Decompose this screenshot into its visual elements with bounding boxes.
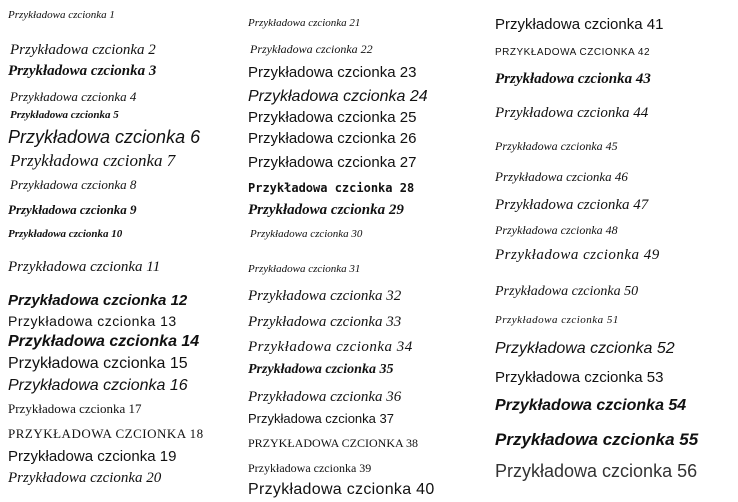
font-sample-44: Przykładowa czcionka 44 [495, 105, 649, 121]
font-sample-20: Przykładowa czcionka 20 [8, 470, 162, 486]
font-sample-36: Przykładowa czcionka 36 [248, 389, 402, 405]
font-sample-52: Przykładowa czcionka 52 [495, 340, 675, 357]
font-sample-46: Przykładowa czcionka 46 [495, 169, 628, 184]
font-sample-26: Przykładowa czcionka 26 [248, 130, 417, 147]
font-sample-40: Przykładowa czcionka 40 [248, 481, 435, 498]
font-sample-6: Przykładowa czcionka 6 [8, 127, 201, 147]
font-sample-33: Przykładowa czcionka 33 [248, 314, 402, 330]
font-sample-13: Przykładowa czcionka 13 [8, 313, 177, 329]
font-sample-51: Przykładowa czcionka 51 [495, 314, 619, 326]
font-sample-47: Przykładowa czcionka 47 [495, 197, 649, 213]
font-sample-25: Przykładowa czcionka 25 [248, 109, 417, 126]
font-sample-4: Przykładowa czcionka 4 [10, 89, 137, 104]
font-sample-34: Przykładowa czcionka 34 [248, 339, 413, 355]
font-sample-19: Przykładowa czcionka 19 [8, 448, 177, 465]
font-sample-55: Przykładowa czcionka 55 [495, 430, 699, 449]
font-sample-17: Przykładowa czcionka 17 [8, 401, 142, 416]
font-sample-49: Przykładowa czcionka 49 [495, 247, 660, 263]
font-sample-11: Przykładowa czcionka 11 [8, 259, 161, 275]
font-sample-28: Przykładowa czcionka 28 [248, 181, 415, 195]
font-sample-27: Przykładowa czcionka 27 [248, 154, 417, 171]
font-sample-3: Przykładowa czcionka 3 [8, 63, 157, 79]
font-sample-48: Przykładowa czcionka 48 [495, 223, 618, 237]
font-sample-42: PRZYKŁADOWA CZCIONKA 42 [495, 47, 651, 58]
font-sample-9: Przykładowa czcionka 9 [8, 202, 137, 217]
font-sample-2: Przykładowa czcionka 2 [10, 42, 156, 58]
font-sample-29: Przykładowa czcionka 29 [248, 202, 404, 218]
font-sample-50: Przykładowa czcionka 50 [495, 284, 639, 299]
font-sample-38: PRZYKŁADOWA CZCIONKA 38 [248, 436, 419, 450]
font-sample-56: Przykładowa czcionka 56 [495, 461, 698, 481]
font-sample-12: Przykładowa czcionka 12 [8, 292, 188, 309]
font-sample-39: Przykładowa czcionka 39 [248, 461, 372, 475]
font-sample-35: Przykładowa czcionka 35 [248, 362, 394, 377]
font-sample-8: Przykładowa czcionka 8 [10, 177, 137, 192]
font-sample-1: Przykładowa czcionka 1 [8, 9, 115, 21]
font-sample-5: Przykładowa czcionka 5 [10, 109, 119, 121]
font-sample-43: Przykładowa czcionka 43 [495, 71, 651, 87]
font-sample-15: Przykładowa czcionka 15 [8, 355, 188, 372]
font-sample-24: Przykładowa czcionka 24 [248, 88, 428, 105]
font-sample-10: Przykładowa czcionka 10 [8, 228, 123, 240]
font-sample-14: Przykładowa czcionka 14 [8, 333, 200, 350]
font-sample-32: Przykładowa czcionka 32 [248, 288, 402, 304]
font-sample-21: Przykładowa czcionka 21 [248, 17, 361, 29]
font-sample-53: Przykładowa czcionka 53 [495, 369, 664, 386]
font-sample-23: Przykładowa czcionka 23 [248, 64, 417, 81]
font-sample-22: Przykładowa czcionka 22 [250, 42, 373, 56]
font-sample-16: Przykładowa czcionka 16 [8, 377, 188, 394]
font-sample-45: Przykładowa czcionka 45 [495, 139, 618, 153]
font-sample-37: Przykładowa czcionka 37 [248, 411, 394, 426]
font-sample-18: PRZYKŁADOWA CZCIONKA 18 [8, 426, 204, 441]
font-sample-54: Przykładowa czcionka 54 [495, 397, 687, 414]
font-sample-41: Przykładowa czcionka 41 [495, 16, 664, 33]
font-sample-31: Przykładowa czcionka 31 [248, 263, 361, 275]
font-sample-30: Przykładowa czcionka 30 [250, 228, 363, 240]
font-sample-7: Przykładowa czcionka 7 [10, 151, 176, 170]
